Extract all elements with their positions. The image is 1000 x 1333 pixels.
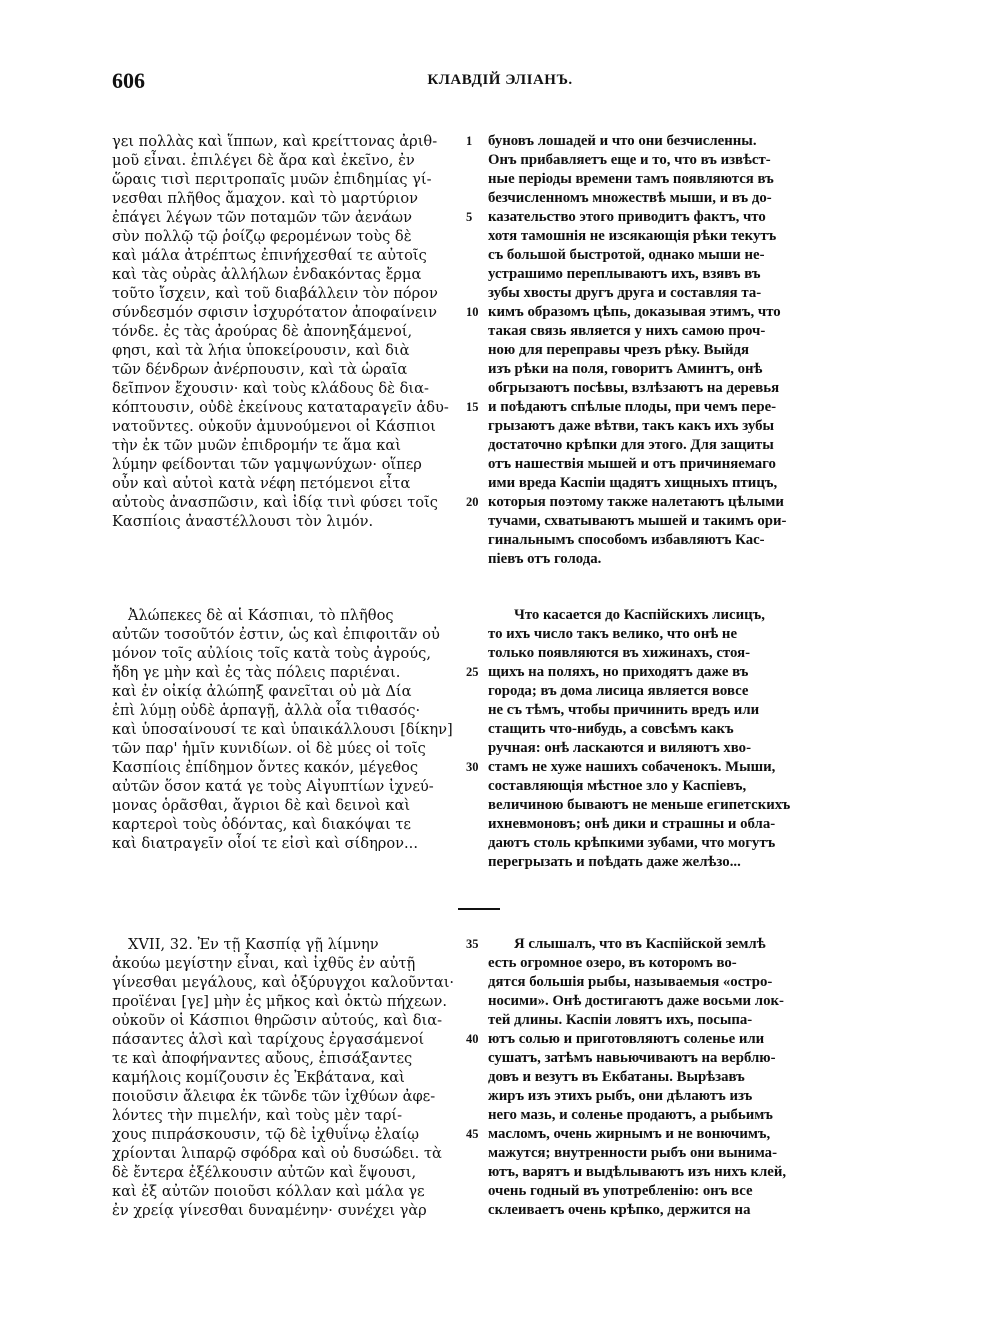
greek-line: τῶν παρ' ἡμῖν κυνιδίων. οἱ δὲ μύες οἱ τοῖς	[112, 740, 426, 757]
greek-line: οὐκοῦν οἱ Κάσπιοι θηρῶσιν αὐτούς, καὶ δια-	[112, 1012, 443, 1029]
line-number: 15	[466, 400, 479, 414]
russian-line: кимъ образомъ цѣпь, доказывая этимъ, что	[488, 304, 781, 320]
greek-line: μονας ὁρᾶσθαι, ἄγριοι δὲ καὶ δεινοὶ καὶ	[112, 797, 411, 814]
russian-line: только появляются въ хижинахъ, стоя-	[488, 645, 751, 661]
greek-line: αὐτῶν τοσοῦτόν ἐστιν, ὡς καὶ ἐπιφοιτᾶν οὐ	[112, 626, 440, 643]
greek-line: νεσθαι πλῆθος ἄμαχον. καὶ τὸ μαρτύριον	[112, 190, 418, 207]
russian-line: Онъ прибавляетъ еще и то, что въ извѣст-	[488, 152, 771, 168]
russian-line: ною для переправы чрезъ рѣку. Выйдя	[488, 342, 750, 358]
russian-column-section-1	[488, 132, 888, 569]
greek-line: οὖν καὶ αὐτοὶ κατὰ νέφη πετόμενοι εἶτα	[112, 475, 411, 492]
greek-line: σύνδεσμόν σφισιν ἰσχυρότατον ἀποφαίνειν	[112, 304, 438, 321]
russian-line: съ большой быстротой, однако мыши не-	[488, 247, 765, 263]
line-number: 25	[466, 665, 479, 679]
greek-line: λόντες τὴν πιμελήν, καὶ τοὺς μὲν ταρί-	[112, 1107, 403, 1124]
russian-line: отъ нашествія мышей и отъ причиняемаго	[488, 456, 776, 472]
russian-line: ими вреда Каспіи щадятъ хищныхъ птицъ,	[488, 475, 778, 491]
greek-line: ἐν χρείᾳ γίνεσθαι δυναμένην· συνέχει γὰρ	[112, 1202, 427, 1219]
russian-line: устрашимо переплываютъ ихъ, взявъ въ	[488, 266, 761, 282]
greek-line: αὐτῶν ὅσον κατά γε τοὺς Αἰγυπτίων ἰχνεύ-	[112, 778, 434, 795]
greek-line: καὶ ἐξ αὐτῶν ποιοῦσι κόλλαν καὶ μάλα γε	[112, 1183, 425, 1200]
russian-line: то ихъ число такъ велико, что онѣ не	[488, 626, 738, 642]
greek-line: καὶ διατραγεῖν οἷοί τε εἰσὶ καὶ σίδηρον...	[112, 835, 418, 852]
greek-line: σὺν πολλῷ τῷ ῥοίζῳ φερομένων τοὺς δὲ	[112, 228, 412, 245]
russian-line: ихневмоновъ; онѣ дики и страшны и обла-	[488, 816, 776, 832]
russian-line: тучами, схватываютъ мышей и такимъ ори-	[488, 513, 787, 529]
russian-line: Я слышалъ, что въ Каспійской землѣ	[514, 936, 766, 952]
greek-line: τόνδε. ἐς τὰς ἀρούρας δὲ ἀπονηξάμενοί,	[112, 323, 413, 340]
greek-line: ἀκούω μεγίστην εἶναι, καὶ ἰχθῦς ἐν αὐτῇ	[112, 955, 416, 972]
greek-line: καὶ μάλα ἀτρέπτως ἐπινήχεσθαί τε αὐτοῖς	[112, 247, 427, 264]
greek-line: φησι, καὶ τὰ λήια ὑποκείρουσιν, καὶ διὰ	[112, 342, 410, 359]
line-number: 5	[466, 210, 473, 224]
greek-line: τῶν δένδρων ἀνέρπουσιν, καὶ τὰ ὡραῖα	[112, 361, 408, 378]
greek-line: χους πιπράσκουσιν, τῷ δὲ ἰχθυΐνῳ ἐλαίῳ	[112, 1126, 420, 1143]
page-header	[0, 68, 1000, 108]
russian-line: такая связь является у нихъ самою проч-	[488, 323, 766, 339]
greek-line: καὶ τὰς οὐρὰς ἀλλήλων ἐνδακόντας ἔρμα	[112, 266, 422, 283]
greek-line: ἤδη γε μὴν καὶ ἐς τὰς πόλεις παριέναι.	[112, 664, 401, 681]
russian-line: жиръ изъ этихъ рыбъ, они дѣлаютъ изъ	[488, 1088, 753, 1104]
greek-line: μόνον τοῖς αὐλίοις τοῖς κατὰ τοὺς ἀγρούς,	[112, 645, 431, 662]
line-number: 35	[466, 937, 479, 951]
greek-line: χρίονται λιπαρῷ σφόδρα καὶ οὐ δυσώδει. τὰ	[112, 1145, 442, 1162]
greek-line: ποιοῦσιν ἄλειφα ἐκ τῶνδε τῶν ἰχθύων ἀφε-	[112, 1088, 436, 1105]
line-numbers-section-3	[466, 935, 488, 1144]
section-divider	[458, 908, 500, 910]
russian-line: достаточно крѣпки для этого. Для защиты	[488, 437, 774, 453]
russian-line: дятся большія рыбы, называемыя «остро-	[488, 974, 773, 990]
russian-line: безчисленномъ множествѣ мыши, и въ до-	[488, 190, 772, 206]
russian-line: очень годный въ употребленію: онъ все	[488, 1183, 753, 1199]
russian-line: носими». Онѣ достигаютъ даже восьми лок-	[488, 993, 784, 1009]
greek-line: ἐπάγει λέγων τῶν ποταμῶν τῶν ἀενάων	[112, 209, 412, 226]
russian-line: буновъ лошадей и что они безчисленны.	[488, 133, 757, 149]
russian-line: склеиваетъ очень крѣпко, держится на	[488, 1202, 751, 1218]
greek-line: κόπτουσιν, οὐδὲ ἐκείνους καταταραγεῖν ἀδυ-	[112, 399, 449, 416]
line-numbers-section-1	[466, 132, 488, 512]
greek-column-section-2	[112, 606, 464, 853]
greek-column-section-1	[112, 132, 464, 531]
greek-line: λύμην φείδονται τῶν γαμψωνύχων· οἵπερ	[112, 456, 422, 473]
russian-line: Что касается до Каспійскихъ лисицъ,	[514, 607, 765, 623]
russian-line: довъ и везутъ въ Екбатаны. Вырѣзавъ	[488, 1069, 745, 1085]
russian-line: мажутся; внутренности рыбъ они вынима-	[488, 1145, 778, 1161]
greek-line: καὶ ὑποσαίνουσί τε καὶ ὑπαικάλλουσι [δίκην]	[112, 721, 453, 738]
russian-line: ютъ солью и приготовляютъ соленье или	[488, 1031, 765, 1047]
russian-line: изъ рѣки на поля, говоритъ Аминтъ, онѣ	[488, 361, 763, 377]
line-number: 1	[466, 134, 473, 148]
russian-line: есть огромное озеро, въ которомъ во-	[488, 955, 737, 971]
russian-line: хотя тамошнія не изсякающія рѣки текутъ	[488, 228, 777, 244]
greek-line: Ἀλώπεκες δὲ αἱ Κάσπιαι, τὸ πλῆθος	[128, 607, 394, 624]
line-number: 40	[466, 1032, 479, 1046]
greek-line: μοῦ εἶναι. ἐπιλέγει δὲ ἄρα καὶ ἐκεῖνο, ἐν	[112, 152, 415, 169]
russian-line: него мазь, и соленье продаютъ, а рыбьимъ	[488, 1107, 773, 1123]
greek-line: τοῦτο ἴσχειν, καὶ τοῦ διαβάλλειν τὸν πόρον	[112, 285, 438, 302]
russian-line: перегрызать и поѣдать даже желѣзо...	[488, 854, 741, 870]
greek-line: Κασπίοις ἐπίδημον ὄντες κακόν, μέγεθος	[112, 759, 419, 776]
running-head: КЛАВДІЙ ЭЛІАНЪ.	[427, 72, 573, 88]
greek-line: γίνεσθαι μεγάλους, καὶ ὀξύρυγχοι καλοῦνται·	[112, 974, 455, 991]
russian-line: не съ тѣмъ, чтобы причинить вредъ или	[488, 702, 760, 718]
greek-line: Κασπίοις ἀναστέλλουσι τὸν λιμόν.	[112, 513, 374, 530]
russian-line: ручная: онѣ ласкаются и виляютъ хво-	[488, 740, 752, 756]
greek-line: XVII, 32. Ἐν τῇ Κασπίᾳ γῇ λίμνην	[128, 936, 379, 953]
russian-column-section-3	[488, 935, 888, 1220]
russian-line: составляющія мѣстное зло у Каспіевъ,	[488, 778, 747, 794]
greek-line: καμήλοις κομίζουσιν ἐς Ἐκβάτανα, καὶ	[112, 1069, 405, 1086]
russian-column-section-2	[488, 606, 888, 872]
russian-line: и поѣдаютъ спѣлые плоды, при чемъ пере-	[488, 399, 777, 415]
line-number: 20	[466, 495, 479, 509]
russian-line: города; въ дома лисица является вовсе	[488, 683, 749, 699]
greek-column-section-3	[112, 935, 464, 1220]
russian-line: ютъ, варятъ и выдѣлываютъ изъ нихъ клей,	[488, 1164, 787, 1180]
russian-line: ные періоды времени тамъ появляются въ	[488, 171, 774, 187]
greek-line: τὴν ἐκ τῶν μυῶν ἐπιδρομήν τε ἅμα καὶ	[112, 437, 402, 454]
line-number: 10	[466, 305, 479, 319]
russian-line: которыя поэтому также налетаютъ цѣлыми	[488, 494, 784, 510]
russian-line: даютъ столь крѣпкими зубами, что могутъ	[488, 835, 776, 851]
line-number: 45	[466, 1127, 479, 1141]
russian-line: величиною бываютъ не меньше египетскихъ	[488, 797, 791, 813]
greek-line: προϊέναι [γε] μὴν ἐς μῆκος καὶ ὀκτὼ πήχεων.	[112, 993, 447, 1010]
russian-line: казательство этого приводитъ фактъ, что	[488, 209, 766, 225]
greek-line: καὶ ἐν οἰκίᾳ ἀλώπηξ φανεῖται οὐ μὰ Δία	[112, 683, 412, 700]
greek-line: ὥραις τισὶ περιτροπαῖς μυῶν ἐπιδημίας γί-	[112, 171, 432, 188]
greek-line: δεῖπνον ἔχουσιν· καὶ τοὺς κλάδους δὲ δια-	[112, 380, 429, 397]
russian-line: масломъ, очень жирнымъ и не вонючимъ,	[488, 1126, 771, 1142]
greek-line: νατοῦντες. οὐκοῦν ἀμυνούμενοι οἱ Κάσπιοι	[112, 418, 436, 435]
russian-line: обгрызаютъ посѣвы, взлѣзаютъ на деревья	[488, 380, 780, 396]
russian-line: гинальнымъ способомъ избавляютъ Кас-	[488, 532, 765, 548]
russian-line: щихъ на поляхъ, но приходятъ даже въ	[488, 664, 749, 680]
russian-line: піевъ отъ голода.	[488, 551, 602, 567]
greek-line: πάσαντες ἁλσὶ καὶ ταρίχους ἐργασάμενοί	[112, 1031, 425, 1048]
greek-line: γει πολλὰς καὶ ἵππων, καὶ κρείττονας ἀριθ-	[112, 133, 438, 150]
line-numbers-section-2	[466, 606, 488, 777]
greek-line: ἐπὶ λύμῃ οὐδὲ ἁρπαγῇ, ἀλλὰ οἷα τιθασός·	[112, 702, 421, 719]
greek-line: τε καὶ ἀποφήναντες αὔους, ἐπισάξαντες	[112, 1050, 413, 1067]
russian-line: грызаютъ даже вѣтви, такъ какъ ихъ зубы	[488, 418, 775, 434]
russian-line: сушатъ, затѣмъ навьючиваютъ на верблю-	[488, 1050, 776, 1066]
line-number: 30	[466, 760, 479, 774]
greek-line: αὐτοὺς ἀνασπῶσιν, καὶ ἰδίᾳ τινὶ φύσει τοῖς	[112, 494, 438, 511]
page-number: 606	[112, 68, 145, 93]
greek-line: καρτεροὶ τοὺς ὀδόντας, καὶ διακόψαι τε	[112, 816, 411, 833]
greek-line: δὲ ἔντερα ἐξέλκουσιν αὐτῶν καὶ ἕψουσι,	[112, 1164, 417, 1181]
russian-line: стащить что-нибудь, а совсѣмъ какъ	[488, 721, 734, 737]
russian-line: зубы хвосты другъ друга и составляя та-	[488, 285, 762, 301]
russian-line: стамъ не хуже нашихъ собаченокъ. Мыши,	[488, 759, 776, 775]
russian-line: тей длины. Каспіи ловятъ ихъ, посыпа-	[488, 1012, 753, 1028]
